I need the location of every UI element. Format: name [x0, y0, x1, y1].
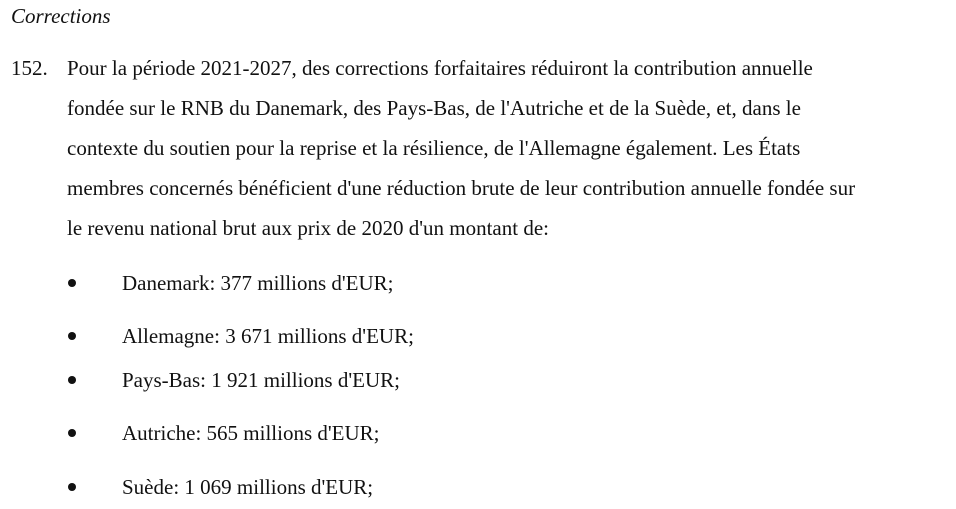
list-item	[0, 270, 956, 296]
list-item	[0, 474, 956, 500]
paragraph-line: le revenu national brut aux prix de 2020 d'un montant de:	[67, 216, 549, 240]
list-item-text: Danemark: 377 millions d'EUR;	[122, 271, 394, 295]
bullet-icon	[68, 332, 76, 340]
list-item-text: Pays-Bas: 1 921 millions d'EUR;	[122, 368, 400, 392]
list-item	[0, 367, 956, 393]
bullet-icon	[68, 483, 76, 491]
paragraph-line: membres concernés bénéficient d'une réduction brute de leur contribution annuelle fondée sur	[67, 176, 856, 200]
paragraph-line: contexte du soutien pour la reprise et la résilience, de l'Allemagne également. Les États	[67, 136, 801, 160]
list-item	[0, 323, 956, 349]
list-item-text: Allemagne: 3 671 millions d'EUR;	[122, 324, 414, 348]
paragraph-line: Pour la période 2021-2027, des corrections forfaitaires réduiront la contribution annuelle	[67, 56, 813, 80]
list-item-text: Suède: 1 069 millions d'EUR;	[122, 475, 374, 499]
bullet-icon	[68, 429, 76, 437]
section-heading: Corrections	[11, 4, 111, 28]
list-item	[0, 420, 956, 446]
bullet-icon	[68, 279, 76, 287]
list-item-text: Autriche: 565 millions d'EUR;	[122, 421, 380, 445]
bullet-icon	[68, 376, 76, 384]
paragraph-line: fondée sur le RNB du Danemark, des Pays-Bas, de l'Autriche et de la Suède, et, dans le	[67, 96, 801, 120]
paragraph-number: 152.	[11, 56, 48, 80]
